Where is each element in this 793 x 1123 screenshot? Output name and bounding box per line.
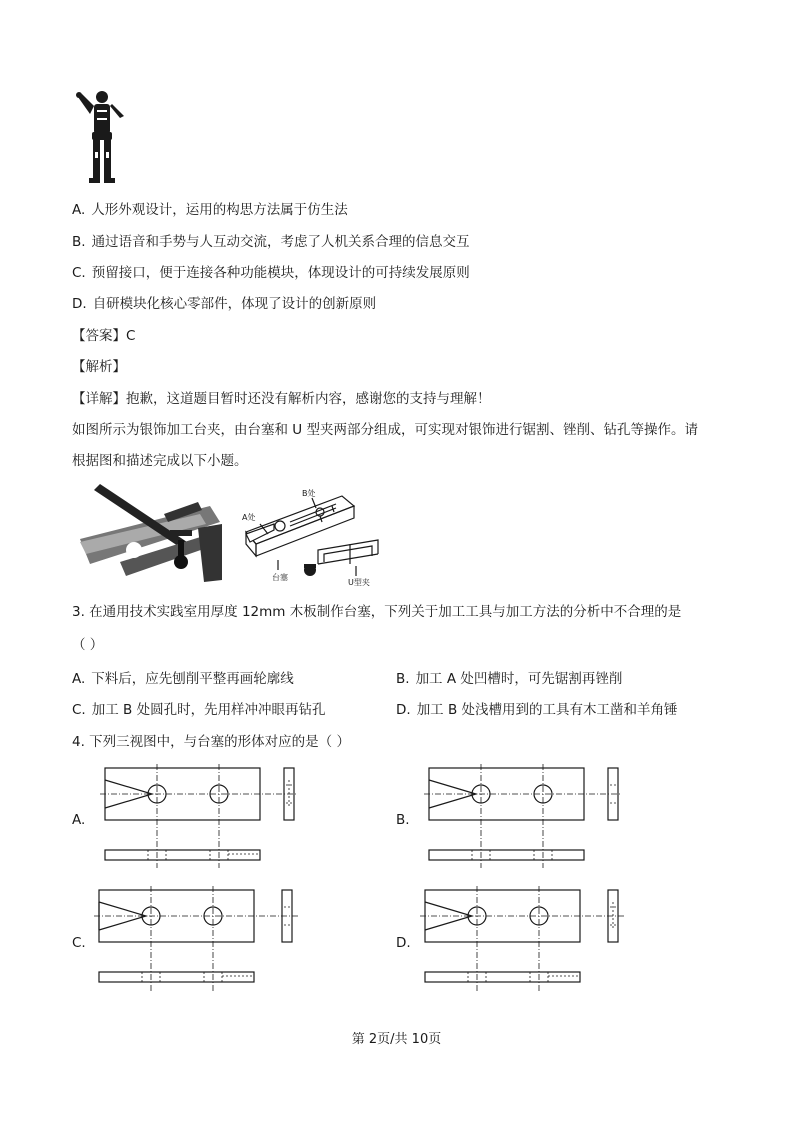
label-a: A处 (242, 513, 256, 522)
three-view-b (424, 764, 624, 870)
three-view-a (100, 764, 300, 870)
clamp-photo (80, 484, 222, 584)
q3-stem-line-1: 3. 在通用技术实践室用厚度 12mm 木板制作台塞，下列关于加工工具与加工方法的分析中不合理的是 (72, 604, 682, 620)
three-view-c (94, 886, 300, 994)
q2-option-a: A. 人形外观设计，运用的构思方法属于仿生法 (72, 202, 348, 218)
three-view-d (420, 886, 626, 994)
taisai-line-drawing (238, 484, 388, 588)
q2-option-d: D. 自研模块化核心零部件，体现了设计的创新原则 (72, 296, 377, 312)
analysis-label: 【解析】 (72, 359, 126, 375)
view-label-b: B. (396, 812, 410, 828)
view-label-c: C. (72, 935, 86, 951)
q2-option-b: B. 通过语音和手势与人互动交流，考虑了人机关系合理的信息交互 (72, 234, 470, 250)
q2-option-c: C. 预留接口，便于连接各种功能模块，体现设计的可持续发展原则 (72, 265, 470, 281)
label-b: B处 (302, 489, 316, 498)
intro-line-1: 如图所示为银饰加工台夹，由台塞和 U 型夹两部分组成，可实现对银饰进行锯割、锉削、钻孔等操作。请 (72, 422, 698, 438)
answer-label: 【答案】C (72, 328, 136, 344)
intro-line-2: 根据图和描述完成以下小题。 (72, 453, 248, 469)
q3-option-d: D. 加工 B 处浅槽用到的工具有木工凿和羊角锤 (396, 702, 678, 718)
q3-stem-line-2: （ ） (72, 637, 104, 653)
q3-option-a: A. 下料后，应先刨削平整再画轮廓线 (72, 671, 294, 687)
label-uclamp: U型夹 (348, 578, 370, 587)
label-taisai: 台塞 (272, 573, 288, 582)
view-label-d: D. (396, 935, 411, 951)
detail-text: 【详解】抱歉，这道题目暂时还没有解析内容，感谢您的支持与理解！ (72, 391, 491, 407)
view-label-a: A. (72, 812, 86, 828)
robot-figure (72, 88, 132, 188)
page-footer: 第 2页/共 10页 (351, 1032, 442, 1047)
q3-option-c: C. 加工 B 处圆孔时，先用样冲冲眼再钻孔 (72, 702, 326, 718)
q3-option-b: B. 加工 A 处凹槽时，可先锯割再锉削 (396, 671, 623, 687)
q4-stem: 4. 下列三视图中，与台塞的形体对应的是（ ） (72, 734, 350, 750)
